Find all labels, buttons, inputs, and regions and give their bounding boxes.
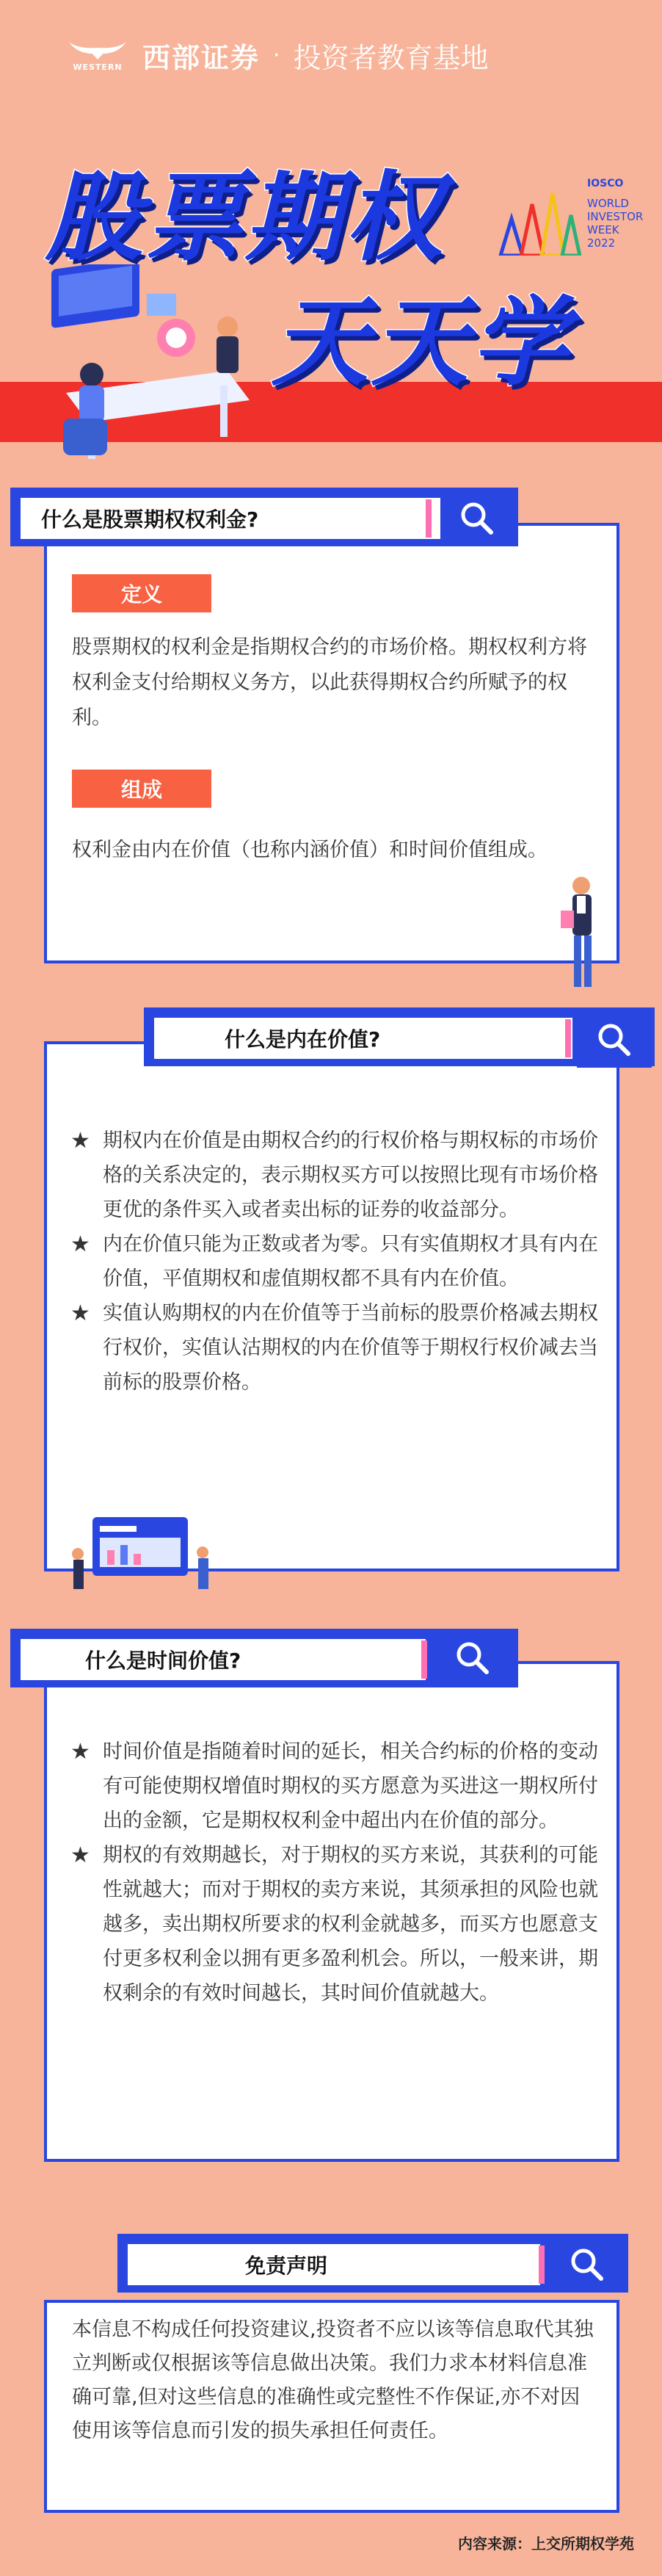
composition-text: 权利金由内在价值（也称内涵价值）和时间价值组成。 [72,839,548,861]
search-icon [453,1638,492,1678]
hero-title-line1: 股票期权 [46,162,445,275]
premium-title-tab [18,495,467,542]
star-icon: ★ [70,1231,90,1257]
time-search-button[interactable] [433,1630,512,1686]
intrinsic-title: 什么是内在价值? [225,1027,381,1052]
education-base-name: 投资者教育基地 [293,42,489,74]
investor-week-bars-icon [493,189,581,256]
definition-text: 股票期权的权利金是指期权合约的市场价格。期权权利方将权利金支付给期权义务方，以此获得期权合约所赋予的权利。 [72,636,587,729]
star-icon: ★ [70,1739,90,1765]
bull-logo-icon [66,39,129,61]
iosco-label: IOSCO [587,178,624,189]
disclaimer-text: 本信息不构成任何投资建议,投资者不应以该等信息取代其独立判断或仅根据该等信息做出决策。我们力求本材料信息准确可靠,但对这些信息的准确性或完整性不作保证,亦不对因使用该等信息而引发的损失承担任何责任。 [72,2318,594,2442]
time-pink-edge [421,1640,427,1679]
disclaimer-title: 免责声明 [245,2254,328,2278]
definition-label: 定义 [72,574,211,612]
brand-name: 西部证券 [142,42,261,74]
star-icon: ★ [70,1842,90,1868]
search-icon [567,2245,607,2284]
businessman-illustration [558,874,602,999]
time-title: 什么是时间价值? [85,1649,241,1673]
list-item: ★ 内在价值只能为正数或者为零。只有实值期权才具有内在价值，平值期权和虚值期权都不具有内在价值。 [70,1227,599,1296]
disclaimer-title-tab [125,2241,543,2288]
intrinsic-bullet-list [70,1124,599,1400]
separator-dot: · [273,43,280,68]
disclaimer-pink-edge [539,2246,545,2284]
intrinsic-title-tab [151,1015,575,1062]
intrinsic-search-button[interactable] [577,1012,652,1068]
western-logo [66,39,129,72]
dashboard-team-illustration [63,1510,225,1598]
logo-english: WESTERN [73,62,123,72]
composition-label: 组成 [72,770,211,808]
premium-title: 什么是股票期权权利金? [41,507,259,532]
office-worker-illustration [37,264,257,470]
search-icon [457,499,497,538]
list-item: ★ 期权的有效期越长，对于期权的买方来说，其获利的可能性就越大；而对于期权的卖方来说，其须承担的风险也就越多，卖出期权所要求的权利金就越多，而买方也愿意支付更多权利金以拥有更多盈利机会。所以，一般来讲，期权剩余的有效时间越长，其时间价值就越大。 [70,1838,599,2011]
star-icon: ★ [70,1300,90,1326]
world-investor-week-logo [493,167,647,263]
intrinsic-pink-edge [565,1019,571,1057]
time-title-tab [18,1636,429,1683]
list-item: ★ 期权内在价值是由期权合约的行权价格与期权标的市场价格的关系决定的，表示期权买方可以按照比现有市场价格更优的条件买入或者卖出标的证券的收益部分。 [70,1124,599,1227]
hero-title-line2: 天天学 [272,286,571,399]
brand-header [66,35,489,76]
list-item: ★ 实值认购期权的内在价值等于当前标的股票价格减去期权行权价，实值认沽期权的内在价值等于期权行权价减去当前标的股票价格。 [70,1296,599,1400]
premium-pink-edge [426,499,432,538]
premium-search-button[interactable] [440,491,514,546]
time-value-bullet-list [70,1734,599,2011]
disclaimer-search-button[interactable] [549,2237,625,2293]
star-icon: ★ [70,1128,90,1154]
world-investor-week-text: WORLD INVESTOR WEEK 2022 [587,197,644,250]
search-icon [594,1020,634,1060]
content-source: 内容来源：上交所期权学苑 [458,2535,634,2553]
list-item: ★ 时间价值是指随着时间的延长，相关合约标的价格的变动有可能使期权增值时期权的买方愿意为买进这一期权所付出的金额，它是期权权利金中超出内在价值的部分。 [70,1734,599,1838]
